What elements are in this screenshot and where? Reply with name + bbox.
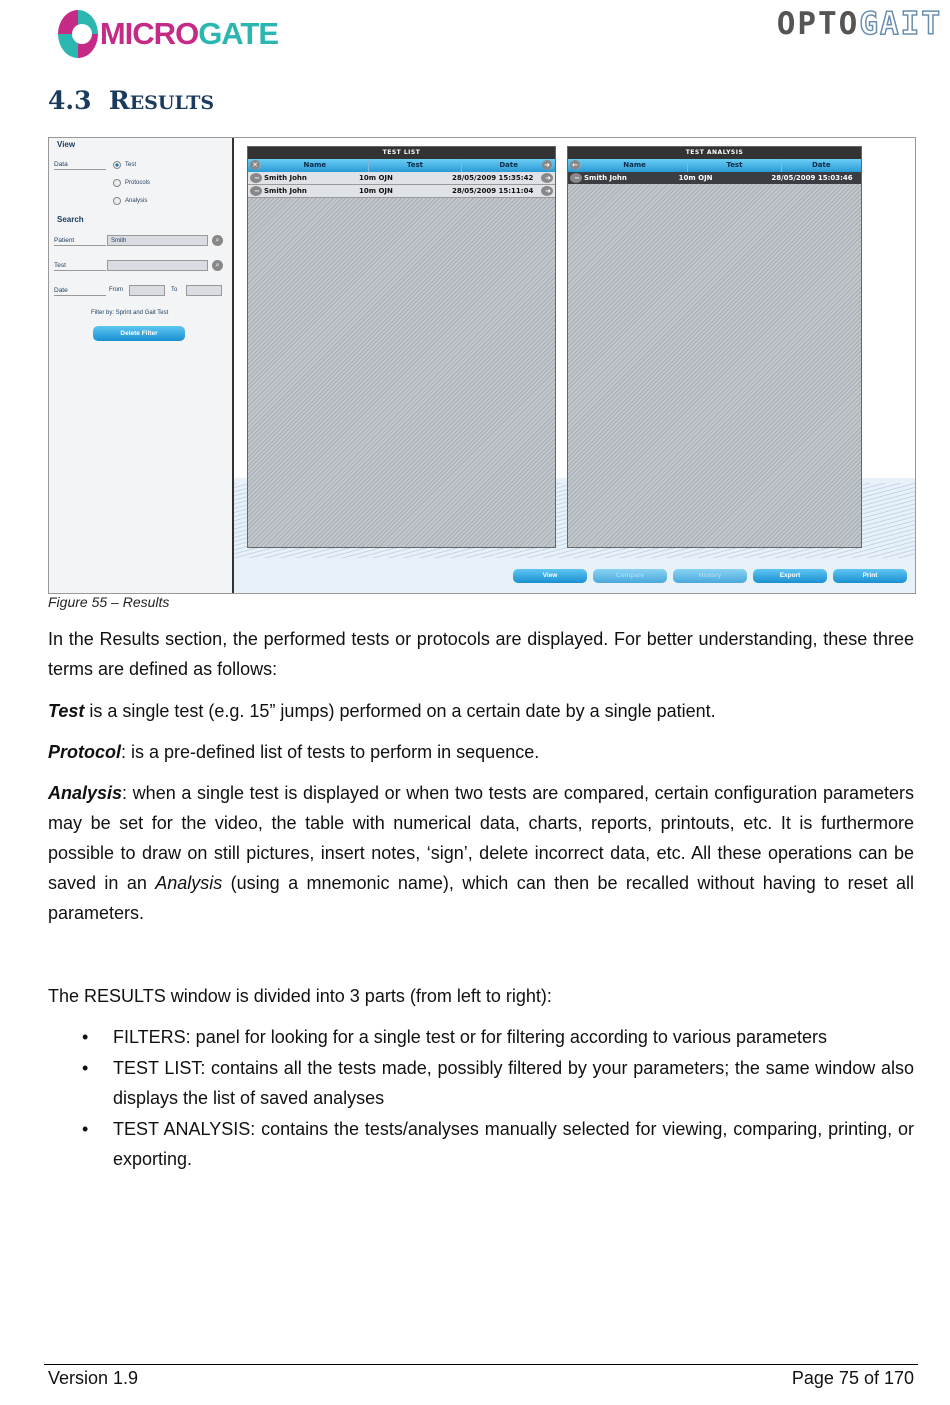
table-row[interactable]: − Smith John 10m OJN 28/05/2009 15:11:04 ➜	[248, 185, 555, 198]
from-label: From	[109, 287, 123, 293]
test-analysis-title: TEST ANALYSIS	[568, 147, 861, 159]
arrow-right-icon[interactable]: ➜	[541, 186, 553, 196]
clear-icon[interactable]: ✕	[250, 160, 261, 170]
protocol-definition: Protocol: is a pre-defined list of tests to perform in sequence.	[48, 742, 540, 762]
footer-divider	[44, 1364, 918, 1365]
column-test[interactable]: Test	[688, 159, 781, 172]
list-item: • TEST ANALYSIS: contains the tests/analyses manually selected for viewing, comparing, printing, or exporting.	[48, 1114, 914, 1174]
list-item: • TEST LIST: contains all the tests made, possibly filtered by your parameters; the same window also displays the list of saved analyses	[48, 1053, 914, 1113]
arrow-right-icon[interactable]: ➜	[541, 173, 553, 183]
radio-protocols[interactable]: Protocols	[113, 179, 150, 187]
microgate-logo	[58, 10, 278, 58]
history-button[interactable]: History	[673, 569, 747, 583]
patient-label: Patient	[54, 237, 106, 246]
results-screenshot	[48, 137, 916, 594]
to-label: To	[171, 287, 178, 293]
figure-caption: Figure 55 – Results	[48, 594, 170, 610]
microgate-wordmark: MICROGATE	[99, 16, 278, 51]
arrow-left-icon[interactable]: ←	[570, 160, 581, 170]
patient-search-icon[interactable]: ⌕	[212, 235, 223, 246]
search-heading: Search	[57, 215, 84, 224]
column-date[interactable]: Date	[499, 161, 518, 169]
filters-panel	[49, 138, 234, 593]
table-row[interactable]: − Smith John 10m OJN 28/05/2009 15:03:46	[568, 172, 861, 184]
radio-icon	[113, 197, 121, 205]
column-name[interactable]: Name	[568, 159, 688, 172]
view-button[interactable]: View	[513, 569, 587, 583]
test-search-icon[interactable]: ⌕	[212, 260, 223, 271]
radio-test[interactable]: Test	[113, 161, 136, 169]
minus-icon[interactable]: −	[250, 173, 262, 183]
optogait-logo: OPTOGAIT	[776, 6, 942, 42]
footer-version: Version 1.9	[48, 1368, 139, 1388]
parts-list	[48, 1022, 914, 1175]
analysis-definition: Analysis: when a single test is displayed or when two tests are compared, certain configuration parameters may be set for the video, the table with numerical data, charts, reports, printouts, etc. It is furthermore possible to draw on still pictures, insert notes, ‘sign’, delete incorrect data, etc. All these operations can be saved in an Analysis (using a mnemonic name), which can then be recalled without having to reset all parameters.	[48, 783, 915, 923]
delete-filter-button[interactable]: Delete Filter	[93, 326, 185, 341]
print-button[interactable]: Print	[833, 569, 907, 583]
test-label: Test	[54, 262, 106, 271]
test-analysis-header	[568, 159, 861, 172]
arrow-right-icon[interactable]: ➜	[542, 160, 553, 170]
test-definition: Test is a single test (e.g. 15” jumps) performed on a certain date by a single patient.	[48, 701, 716, 721]
list-item: • FILTERS: panel for looking for a single test or for filtering according to various parameters	[48, 1022, 914, 1052]
test-analysis-panel	[567, 146, 862, 548]
patient-input[interactable]: Smith	[107, 235, 208, 246]
date-label: Date	[54, 287, 106, 296]
data-label: Data	[54, 161, 106, 170]
minus-icon[interactable]: −	[570, 173, 582, 183]
test-list-panel	[247, 146, 556, 548]
view-heading: View	[57, 140, 76, 149]
column-test[interactable]: Test	[369, 159, 463, 172]
export-button[interactable]: Export	[753, 569, 827, 583]
table-row[interactable]: − Smith John 10m OJN 28/05/2009 15:35:42 ➜	[248, 172, 555, 185]
column-date[interactable]: Date	[811, 161, 831, 169]
footer-page-number: Page 75 of 170	[791, 1368, 914, 1388]
test-input[interactable]	[107, 260, 208, 271]
intro-paragraph: In the Results section, the performed tests or protocols are displayed. For better understanding, these three terms are defined as follows:	[48, 629, 914, 679]
compare-button[interactable]: Compare	[593, 569, 667, 583]
column-name[interactable]: Name	[248, 159, 369, 172]
date-to-input[interactable]	[186, 285, 222, 296]
date-from-input[interactable]	[129, 285, 165, 296]
radio-icon	[113, 179, 121, 187]
microgate-mark-icon	[58, 10, 98, 58]
section-title: 4.3 RESULTS	[48, 86, 215, 115]
minus-icon[interactable]: −	[250, 186, 262, 196]
results-main-area	[234, 138, 915, 593]
filter-by-text: Filter by: Sprint and Gait Test	[91, 310, 169, 316]
test-list-header	[248, 159, 555, 172]
window-intro: The RESULTS window is divided into 3 parts (from left to right):	[48, 986, 552, 1006]
radio-analysis[interactable]: Analysis	[113, 197, 147, 205]
test-list-title: TEST LIST	[248, 147, 555, 159]
radio-selected-icon	[113, 161, 121, 169]
